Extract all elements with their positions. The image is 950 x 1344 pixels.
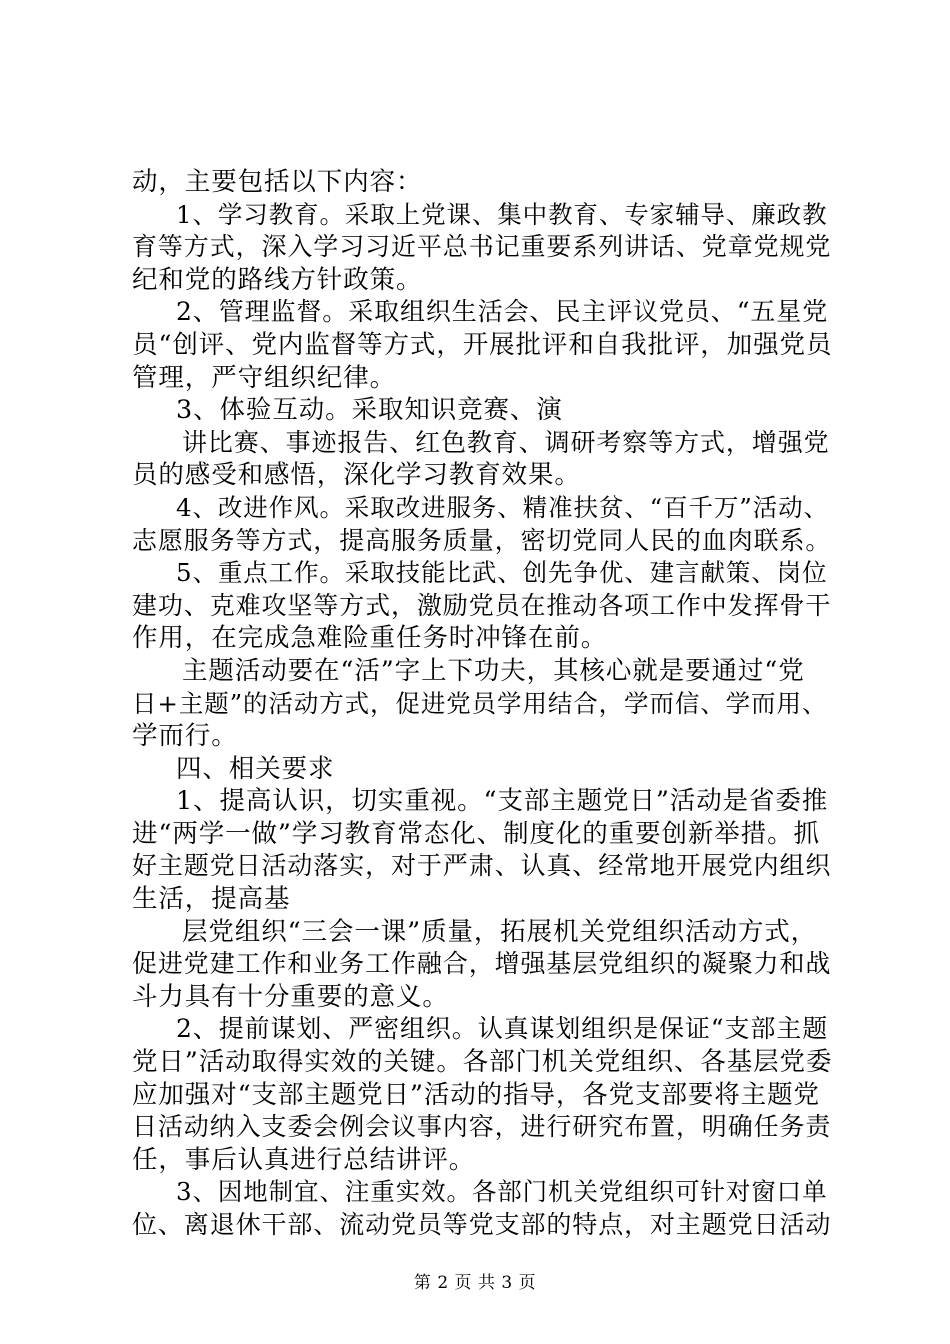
text-line: 主题活动要在“活”字上下功夫，其核心就是要通过“党 xyxy=(182,655,805,686)
text-line: 员“创评、党内监督等方式，开展批评和自我批评，加强党员 xyxy=(132,329,833,360)
text-line: 位、离退休干部、流动党员等党支部的特点，对主题党日活动 xyxy=(132,1210,832,1239)
text-line: 纪和党的路线方针政策。 xyxy=(132,264,423,295)
text-line: 动，主要包括以下内容： xyxy=(132,167,423,197)
text-line: 2、提前谋划、严密组织。认真谋划组织是保证“支部主题 xyxy=(176,1014,829,1044)
text-line: 建功、克难攻坚等方式，激励党员在推动各项工作中发挥骨干 xyxy=(132,590,832,620)
text-line: 斗力具有十分重要的意义。 xyxy=(132,981,449,1012)
text-line: 作用，在完成急难险重任务时冲锋在前。 xyxy=(132,623,608,654)
page-footer: 第 2 页 共 3 页 xyxy=(413,1273,537,1293)
text-line: 1、学习教育。采取上党课、集中教育、专家辅导、廉政教 xyxy=(176,199,828,229)
text-line: 2、管理监督。采取组织生活会、民主评议党员、“五星党 xyxy=(176,297,829,327)
text-line: 管理，严守组织纪律。 xyxy=(132,362,397,393)
text-line: 日+主题”的活动方式，促进党员学用结合，学而信、学而用、 xyxy=(132,688,828,718)
text-line: 5、重点工作。采取技能比武、创先争优、建言献策、岗位 xyxy=(176,558,828,588)
text-line: 日活动纳入支委会例会议事内容，进行研究布置，明确任务责 xyxy=(132,1112,832,1142)
text-line: 层党组织“三会一课”质量，拓展机关党组织活动方式， xyxy=(182,916,818,947)
text-line: 好主题党日活动落实，对于严肃、认真、经常地开展党内组织 xyxy=(132,851,832,881)
text-line: 3、体验互动。采取知识竞赛、演 xyxy=(176,395,563,426)
text-line: 4、改进作风。采取改进服务、精准扶贫、“百千万”活动、 xyxy=(176,492,829,522)
text-line: 党日”活动取得实效的关键。各部门机关党组织、各基层党委 xyxy=(132,1047,833,1078)
text-line: 1、提高认识，切实重视。“支部主题党日”活动是省委推 xyxy=(176,786,829,817)
text-line: 任，事后认真进行总结讲评。 xyxy=(132,1144,476,1175)
text-line: 进“两学一做”学习教育常态化、制度化的重要创新举措。抓 xyxy=(132,818,820,849)
text-line: 促进党建工作和业务工作融合，增强基层党组织的凝聚力和战 xyxy=(132,949,832,979)
text-line: 志愿服务等方式，提高服务质量，密切党同人民的血肉联系。 xyxy=(132,525,832,555)
text-line: 四、相关要求 xyxy=(176,753,335,784)
body-text xyxy=(132,166,832,1242)
text-line: 3、因地制宜、注重实效。各部门机关党组织可针对窗口单 xyxy=(176,1177,828,1207)
text-line: 讲比赛、事迹报告、红色教育、调研考察等方式，增强党 xyxy=(182,427,830,457)
text-line: 学而行。 xyxy=(132,721,238,752)
text-line: 应加强对“支部主题党日”活动的指导，各党支部要将主题党 xyxy=(132,1079,820,1110)
text-line: 生活，提高基 xyxy=(132,884,291,915)
text-line: 员的感受和感悟，深化学习教育效果。 xyxy=(132,460,581,491)
text-line: 育等方式，深入学习习近平总书记重要系列讲话、党章党规党 xyxy=(132,232,832,262)
